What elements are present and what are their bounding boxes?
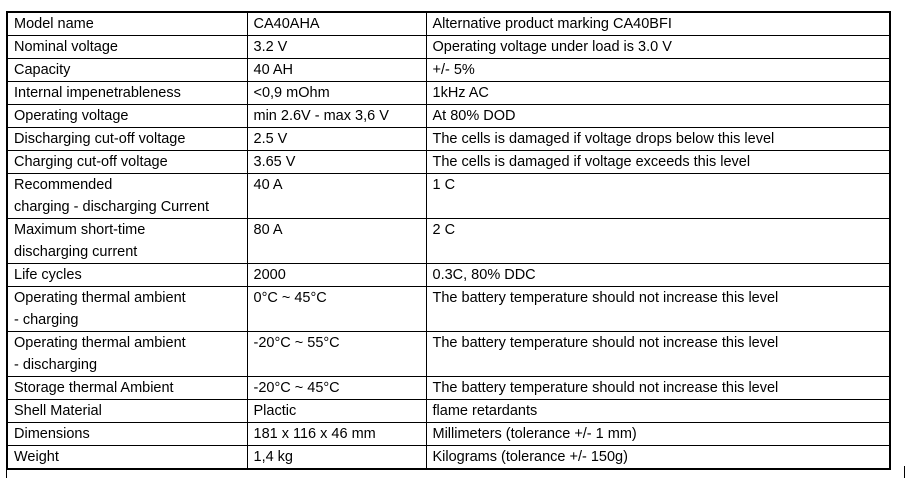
parameter-note-cell: 0.3C, 80% DDC	[426, 264, 890, 287]
parameter-note-cell: The cells is damaged if voltage drops below this level	[426, 128, 890, 151]
parameter-value-cell: 181 x 116 x 46 mm	[247, 423, 426, 446]
table-bottom-edge	[6, 466, 905, 478]
parameter-note-cell: The cells is damaged if voltage exceeds this level	[426, 151, 890, 174]
table-row	[7, 219, 890, 264]
parameter-value-cell: 1,4 kg	[247, 446, 426, 470]
table-row	[7, 151, 890, 174]
parameter-name-cell: Nominal voltage	[7, 36, 247, 59]
table-row	[7, 128, 890, 151]
parameter-value-cell: 3.65 V	[247, 151, 426, 174]
table-row	[7, 377, 890, 400]
parameter-note-cell: 2 C	[426, 219, 890, 264]
parameter-note-cell: The battery temperature should not increase this level	[426, 287, 890, 332]
parameter-note-cell: The battery temperature should not increase this level	[426, 332, 890, 377]
spec-table-body	[7, 12, 890, 469]
parameter-name-cell: Operating thermal ambient - discharging	[7, 332, 247, 377]
parameter-name-cell: Life cycles	[7, 264, 247, 287]
parameter-name-cell: Operating thermal ambient - charging	[7, 287, 247, 332]
parameter-name-cell: Model name	[7, 12, 247, 36]
table-row	[7, 82, 890, 105]
table-row	[7, 105, 890, 128]
parameter-name-cell: Dimensions	[7, 423, 247, 446]
parameter-value-cell: min 2.6V - max 3,6 V	[247, 105, 426, 128]
parameter-name-cell: Shell Material	[7, 400, 247, 423]
parameter-note-cell: +/- 5%	[426, 59, 890, 82]
parameter-value-cell: 3.2 V	[247, 36, 426, 59]
parameter-value-cell: 2000	[247, 264, 426, 287]
table-row	[7, 400, 890, 423]
parameter-name-cell: Maximum short-time discharging current	[7, 219, 247, 264]
parameter-note-cell: Operating voltage under load is 3.0 V	[426, 36, 890, 59]
parameter-note-cell: 1kHz AC	[426, 82, 890, 105]
table-row	[7, 264, 890, 287]
table-row	[7, 36, 890, 59]
parameter-value-cell: 40 AH	[247, 59, 426, 82]
parameter-note-cell: Kilograms (tolerance +/- 150g)	[426, 446, 890, 470]
parameter-note-cell: At 80% DOD	[426, 105, 890, 128]
parameter-note-cell: flame retardants	[426, 400, 890, 423]
parameter-note-cell: The battery temperature should not increase this level	[426, 377, 890, 400]
parameter-note-cell: Millimeters (tolerance +/- 1 mm)	[426, 423, 890, 446]
parameter-name-cell: Storage thermal Ambient	[7, 377, 247, 400]
table-row	[7, 12, 890, 36]
parameter-name-cell: Recommended charging - discharging Current	[7, 174, 247, 219]
parameter-name-cell: Capacity	[7, 59, 247, 82]
parameter-value-cell: CA40AHA	[247, 12, 426, 36]
parameter-value-cell: 2.5 V	[247, 128, 426, 151]
battery-spec-table	[6, 11, 891, 470]
parameter-name-cell: Operating voltage	[7, 105, 247, 128]
parameter-value-cell: -20°C ~ 55°C	[247, 332, 426, 377]
parameter-note-cell: 1 C	[426, 174, 890, 219]
table-row	[7, 59, 890, 82]
parameter-note-cell: Alternative product marking CA40BFI	[426, 12, 890, 36]
table-row	[7, 332, 890, 377]
parameter-name-cell: Charging cut-off voltage	[7, 151, 247, 174]
parameter-name-cell: Discharging cut-off voltage	[7, 128, 247, 151]
parameter-value-cell: 80 A	[247, 219, 426, 264]
parameter-name-cell: Internal impenetrableness	[7, 82, 247, 105]
parameter-value-cell: Plactic	[247, 400, 426, 423]
parameter-name-cell: Weight	[7, 446, 247, 470]
parameter-value-cell: 40 A	[247, 174, 426, 219]
parameter-value-cell: -20°C ~ 45°C	[247, 377, 426, 400]
parameter-value-cell: <0,9 mOhm	[247, 82, 426, 105]
table-row	[7, 287, 890, 332]
table-row	[7, 423, 890, 446]
table-row	[7, 174, 890, 219]
parameter-value-cell: 0°C ~ 45°C	[247, 287, 426, 332]
